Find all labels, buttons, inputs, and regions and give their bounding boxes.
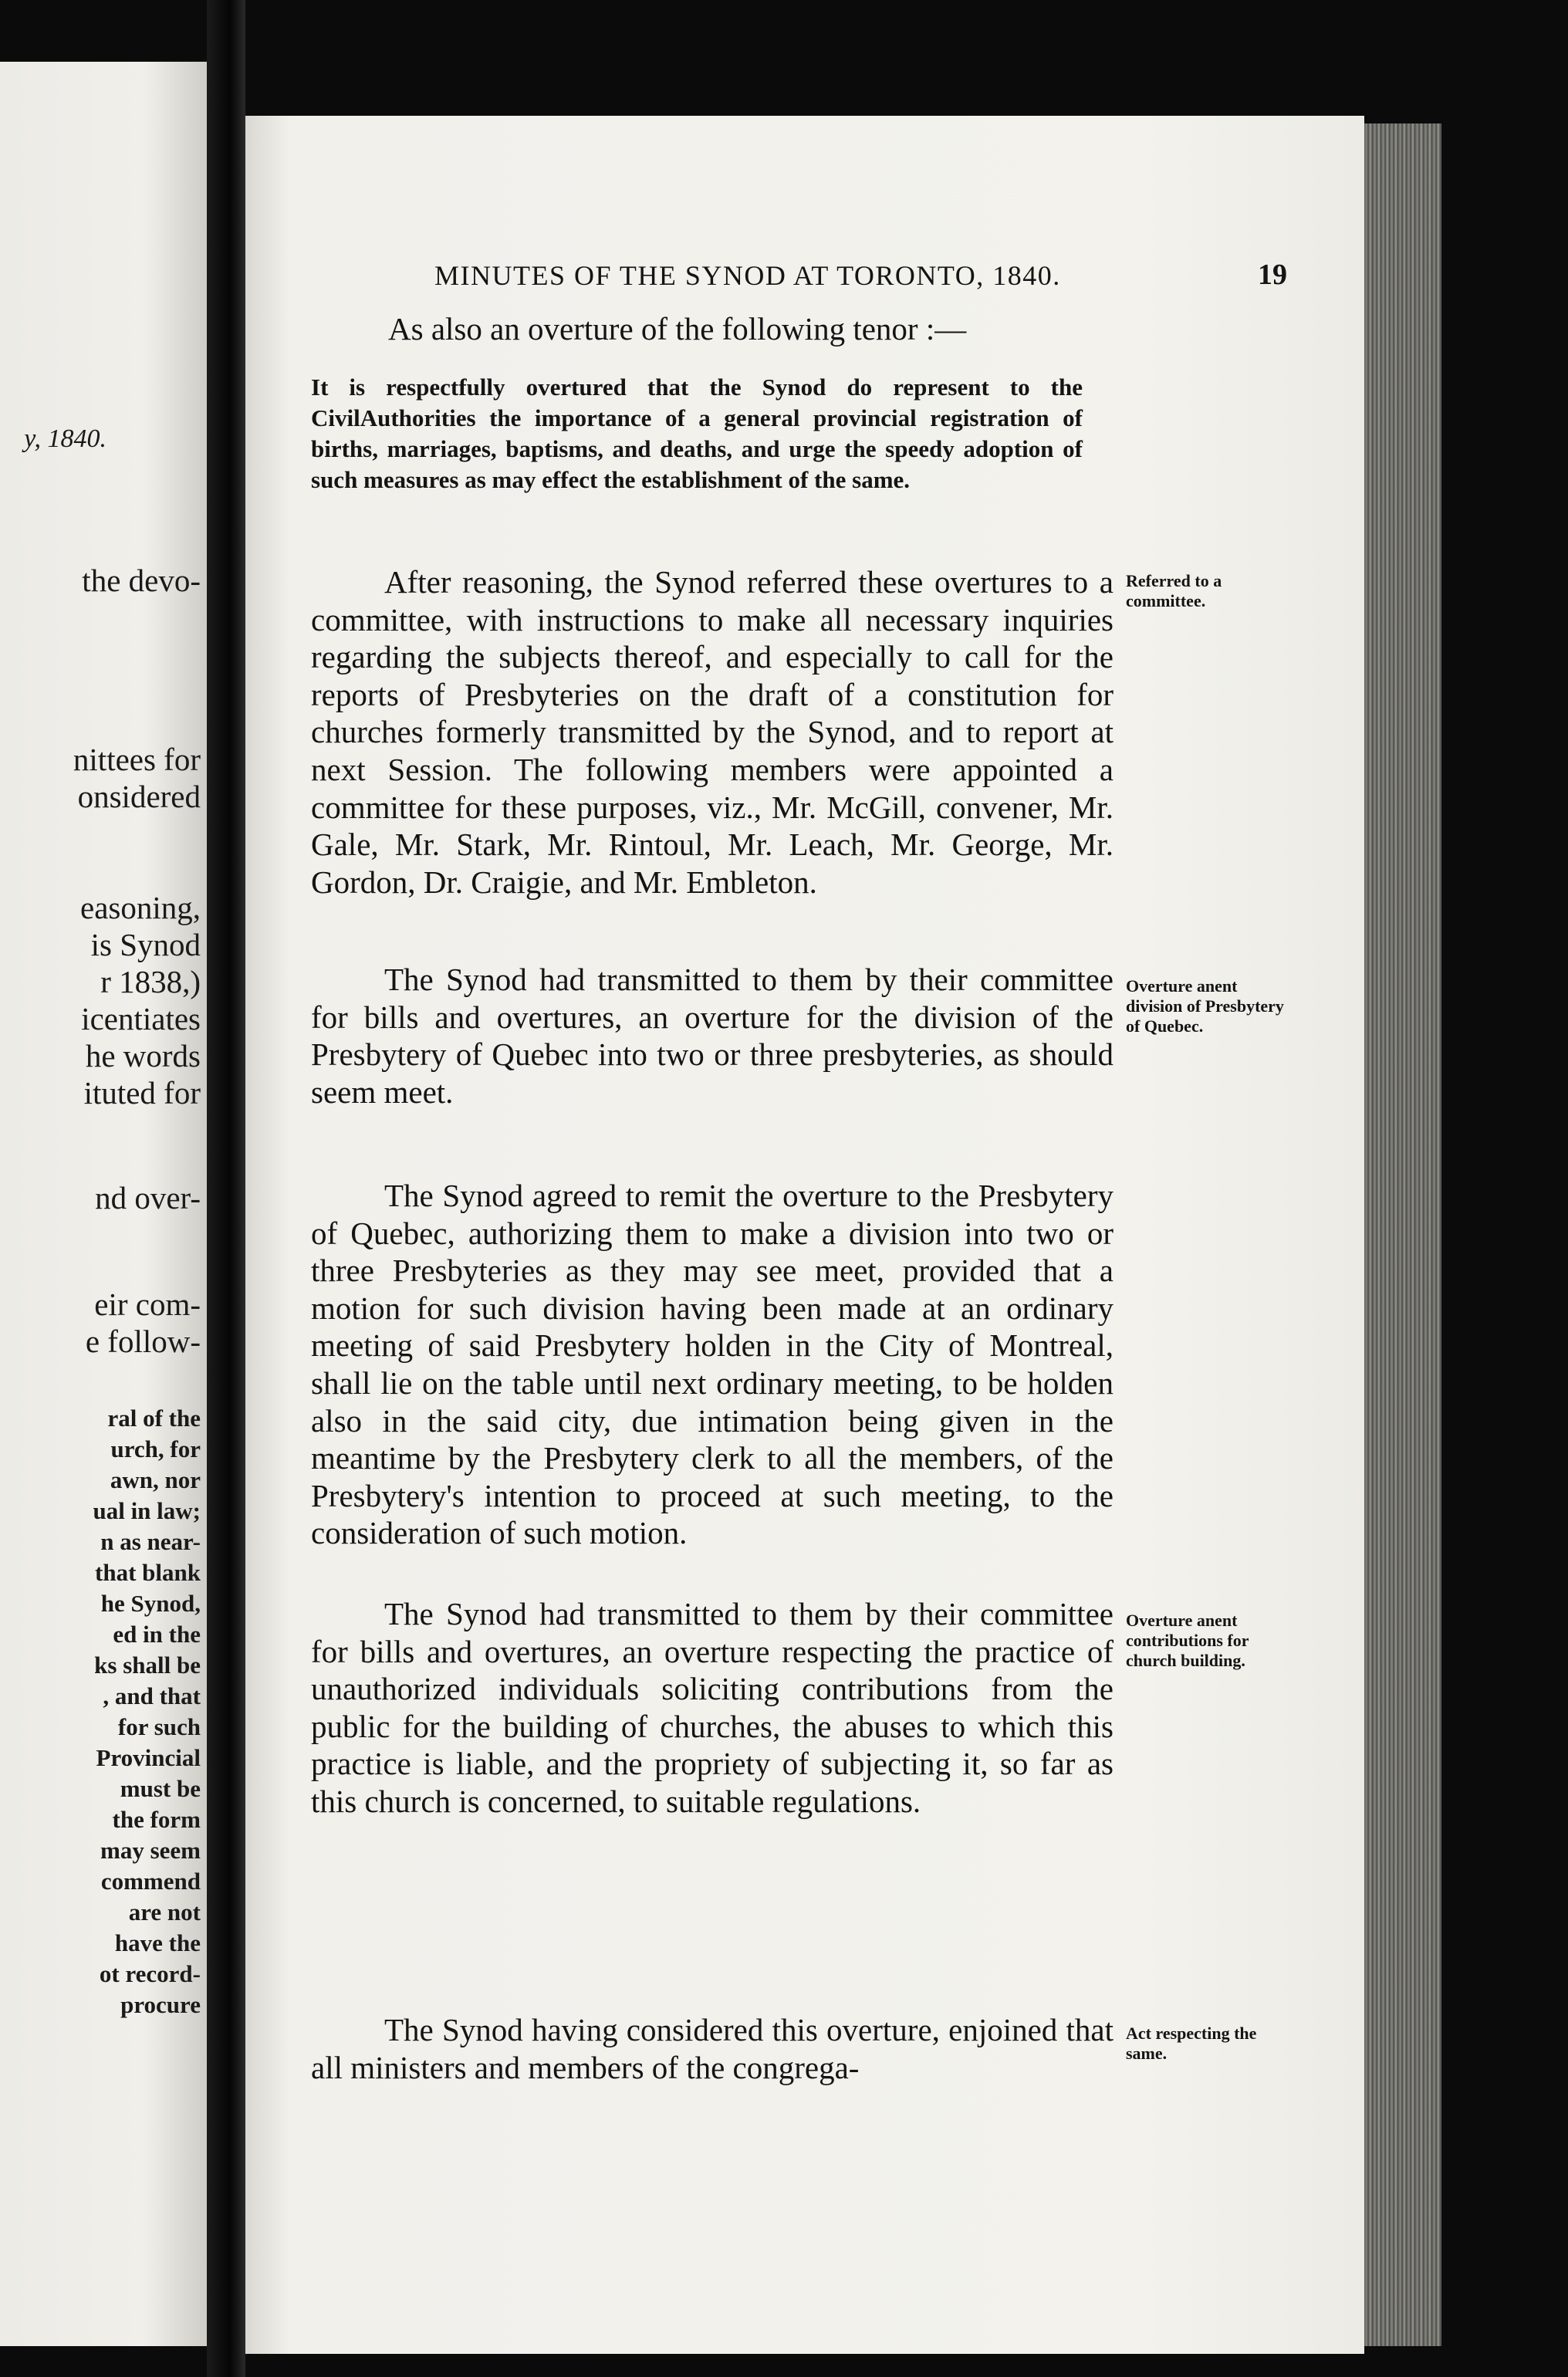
- facing-page-line: e follow-: [85, 1324, 201, 1359]
- facing-page-line: urch, for: [110, 1435, 201, 1462]
- facing-page-line: are not: [128, 1899, 201, 1926]
- facing-page-line: easoning,: [80, 890, 201, 925]
- facing-page-line: the form: [112, 1806, 201, 1833]
- book-gutter: [207, 0, 245, 2377]
- intro-line: As also an overture of the following tenor :—: [388, 311, 967, 347]
- page-number: 19: [1258, 259, 1287, 291]
- facing-page-line: n as near-: [100, 1528, 201, 1555]
- facing-page-line: nittees for: [73, 742, 201, 777]
- facing-page-line: , and that: [103, 1682, 201, 1709]
- margin-note: Act respecting the same.: [1126, 2024, 1257, 2063]
- facing-page-line: may seem: [100, 1837, 201, 1864]
- facing-page-line: icentiates: [81, 1001, 201, 1036]
- facing-page-line: have the: [114, 1929, 201, 1956]
- facing-page-line: Provincial: [96, 1744, 201, 1771]
- facing-page-line: nd over-: [95, 1180, 201, 1216]
- facing-page-line: ot record-: [99, 1960, 201, 1987]
- paragraph: The Synod had transmitted to them by their committee for bills and overtures, an overture for the division of the Presbytery of Quebec into two or three presbyteries, as should seem meet.: [311, 962, 1113, 1110]
- facing-page-line: awn, nor: [110, 1466, 201, 1493]
- facing-page-line: he words: [85, 1038, 201, 1074]
- paragraph: The Synod had transmitted to them by their committee for bills and overtures, an overture respecting the practice of unauthorized individuals soliciting contributions from the public for the building of churches, the abuses to which this practice is liable, and the propriety of subjecting it, so far as this church is concerned, to suitable regulations.: [311, 1596, 1113, 1819]
- margin-note: Overture anent contributions for church building.: [1126, 1611, 1249, 1670]
- margin-note: Referred to a committee.: [1126, 571, 1222, 610]
- facing-page: [0, 62, 207, 2346]
- book-page: [245, 116, 1364, 2354]
- facing-page-line: ed in the: [113, 1621, 201, 1648]
- facing-page-line: commend: [100, 1868, 201, 1895]
- facing-page-line: for such: [117, 1713, 201, 1740]
- facing-page-line: ual in law;: [93, 1497, 201, 1524]
- facing-page-line: that blank: [95, 1559, 201, 1586]
- facing-page-line: must be: [120, 1775, 201, 1802]
- facing-page-line: ituted for: [83, 1075, 201, 1111]
- facing-page-header: y, 1840.: [24, 424, 106, 453]
- facing-page-line: the devo-: [82, 563, 201, 598]
- facing-page-line: ral of the: [107, 1405, 201, 1432]
- facing-page-line: r 1838,): [100, 964, 201, 999]
- running-header: MINUTES OF THE SYNOD AT TORONTO, 1840.: [434, 260, 1061, 291]
- paragraph: After reasoning, the Synod referred these overtures to a committee, with instructions to make all necessary inquiries regarding the subjects thereof, and especially to call for the reports of Presbyteries on the draft of a constitution for churches formerly transmitted by the Synod, and to report at next Session. The following members were appointed a committee for these purposes, viz., Mr. McGill, convener, Mr. Gale, Mr. Stark, Mr. Rintoul, Mr. Leach, Mr. George, Mr. Gordon, Dr. Craigie, and Mr. Embleton.: [311, 564, 1113, 900]
- margin-note: Overture anent division of Presbytery of Quebec.: [1126, 976, 1284, 1036]
- paragraph: The Synod having considered this overture, enjoined that all ministers and members of the congrega-: [311, 2012, 1113, 2085]
- overture-quote: It is respectfully overtured that the Synod do represent to the CivilAuthorities the importance of a general provincial registration of births, marriages, baptisms, and deaths, and urge the speedy adoption of such measures as may effect the establishment of the same.: [311, 374, 1083, 493]
- facing-page-line: ks shall be: [94, 1652, 201, 1679]
- facing-page-line: eir com-: [94, 1287, 201, 1322]
- page-fore-edge: [1364, 123, 1441, 2346]
- facing-page-line: is Synod: [90, 927, 201, 962]
- facing-page-line: he Synod,: [100, 1590, 201, 1617]
- facing-page-line: procure: [120, 1991, 201, 2018]
- paragraph: The Synod agreed to remit the overture to the Presbytery of Quebec, authorizing them to make a division into two or three Presbyteries as they may see meet, provided that a motion for such division having been made at an ordinary meeting of said Presbytery holden in the City of Montreal, shall lie on the table until next ordinary meeting, to be holden also in the said city, due intimation being given in the meantime by the Presbytery clerk to all the members, of the Presbytery's intention to proceed at such meeting, to the consideration of such motion.: [311, 1178, 1113, 1551]
- facing-page-line: onsidered: [77, 779, 201, 814]
